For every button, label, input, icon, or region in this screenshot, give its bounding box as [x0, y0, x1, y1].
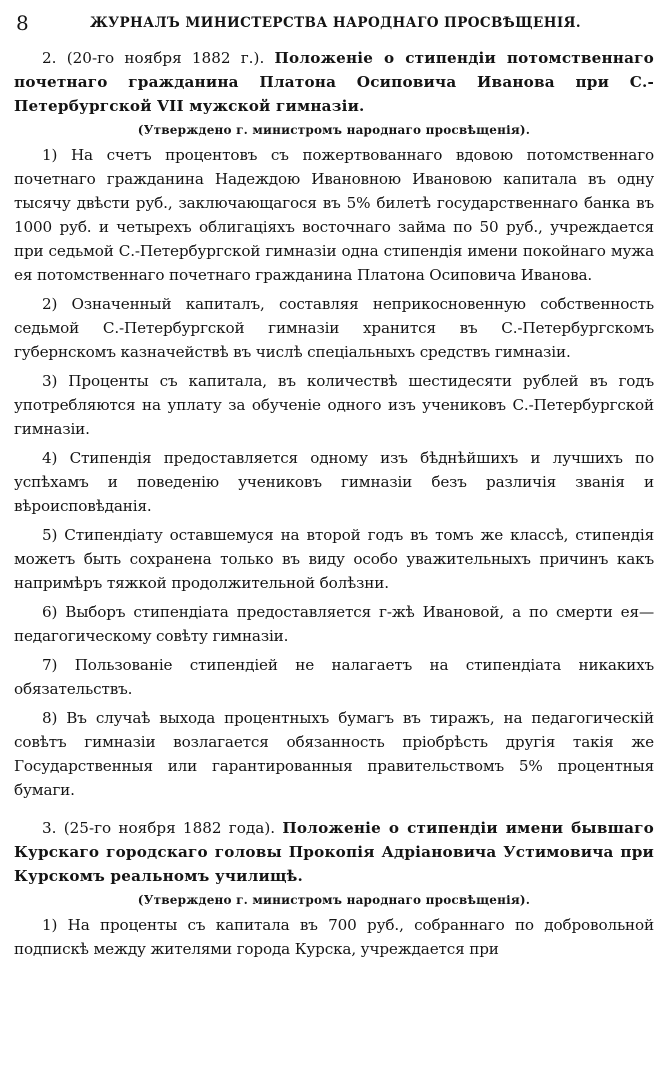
- section-heading: Положеніе о стипендіи потомственнаго почетнаго гражданина Платона Осиповича Иванова при С.-Петербургской VII мужской гимназіи.: [14, 49, 654, 115]
- paragraph-6: 6) Выборъ стипендіата предоставляется г-жѣ Ивановой, а по смерти ея—педагогическому совѣту гимназіи.: [14, 603, 654, 645]
- page-header: [14, 8, 654, 42]
- paragraph-1: 1) На счетъ процентовъ съ пожертвованнаго вдовою потомственнаго почетнаго гражданина Надеждою Ивановною Ивановою капитала въ одну тысячу двѣсти руб., заключающагося въ 5% билетѣ государственнаго банка въ 1000 руб. и четырехъ облигаціяхъ восточнаго займа по 50 руб., учреждается при седьмой С.-Петербургской гимназіи одна стипендія имени покойнаго мужа ея потомственнаго почетнаго гражданина Платона Осиповича Иванова.: [14, 146, 654, 284]
- paragraph-3: 3) Проценты съ капитала, въ количествѣ шестидесяти рублей въ годъ употребляются на уплату за обученіе одного изъ учениковъ С.-Петербургской гимназіи.: [14, 372, 654, 438]
- section-3: [14, 816, 654, 961]
- section-title: [14, 46, 654, 118]
- approval-note: (Утверждено г. министромъ народнаго просвѣщенія).: [137, 893, 531, 907]
- section-2: [14, 46, 654, 802]
- paragraph-8: 8) Въ случаѣ выхода процентныхъ бумагъ въ тиражъ, на педагогическій совѣтъ гимназіи возлагается обязанность пріобрѣсть другія такія же Государственныя или гарантированныя правительствомъ 5% процентныя бумаги.: [14, 709, 654, 799]
- paragraph-2: 2) Означенный капиталъ, составляя неприкосновенную собственность седьмой С.-Петербургской гимназіи хранится въ С.-Петербургскомъ губернскомъ казначействѣ въ числѣ спеціальныхъ средствъ гимназіи.: [14, 295, 654, 361]
- paragraph-7: 7) Пользованіе стипендіей не налагаетъ на стипендіата никакихъ обязательствъ.: [14, 656, 654, 698]
- paragraph-1: 1) На проценты съ капитала въ 700 руб., собраннаго по добровольной подпискѣ между жителями города Курска, учреждается при: [14, 916, 654, 958]
- document-page: [14, 8, 654, 961]
- approval-note: (Утверждено г. министромъ народнаго просвѣщенія).: [137, 123, 531, 137]
- paragraph-4: 4) Стипендія предоставляется одному изъ бѣднѣйшихъ и лучшихъ по успѣхамъ и поведенію учениковъ гимназіи безъ различія званія и вѣроисповѣданія.: [14, 449, 654, 515]
- section-number-date: 3. (25-го ноября 1882 года).: [42, 819, 276, 837]
- page-number: 8: [16, 11, 29, 35]
- running-head: ЖУРНАЛЪ МИНИСТЕРСТВА НАРОДНАГО ПРОСВѢЩЕНІЯ.: [90, 15, 581, 31]
- section-heading: Положеніе о стипендіи имени бывшаго Курскаго городскаго головы Прокопія Адріановича Устимовича при Курскомъ реальномъ училищѣ.: [14, 819, 655, 885]
- section-number-date: 2. (20-го ноября 1882 г.).: [42, 49, 265, 67]
- paragraph-5: 5) Стипендіату оставшемуся на второй годъ въ томъ же классѣ, стипендія можетъ быть сохранена только въ виду особо уважительныхъ причинъ какъ напримѣръ тяжкой продолжительной болѣзни.: [14, 526, 654, 592]
- section-title: [14, 816, 654, 888]
